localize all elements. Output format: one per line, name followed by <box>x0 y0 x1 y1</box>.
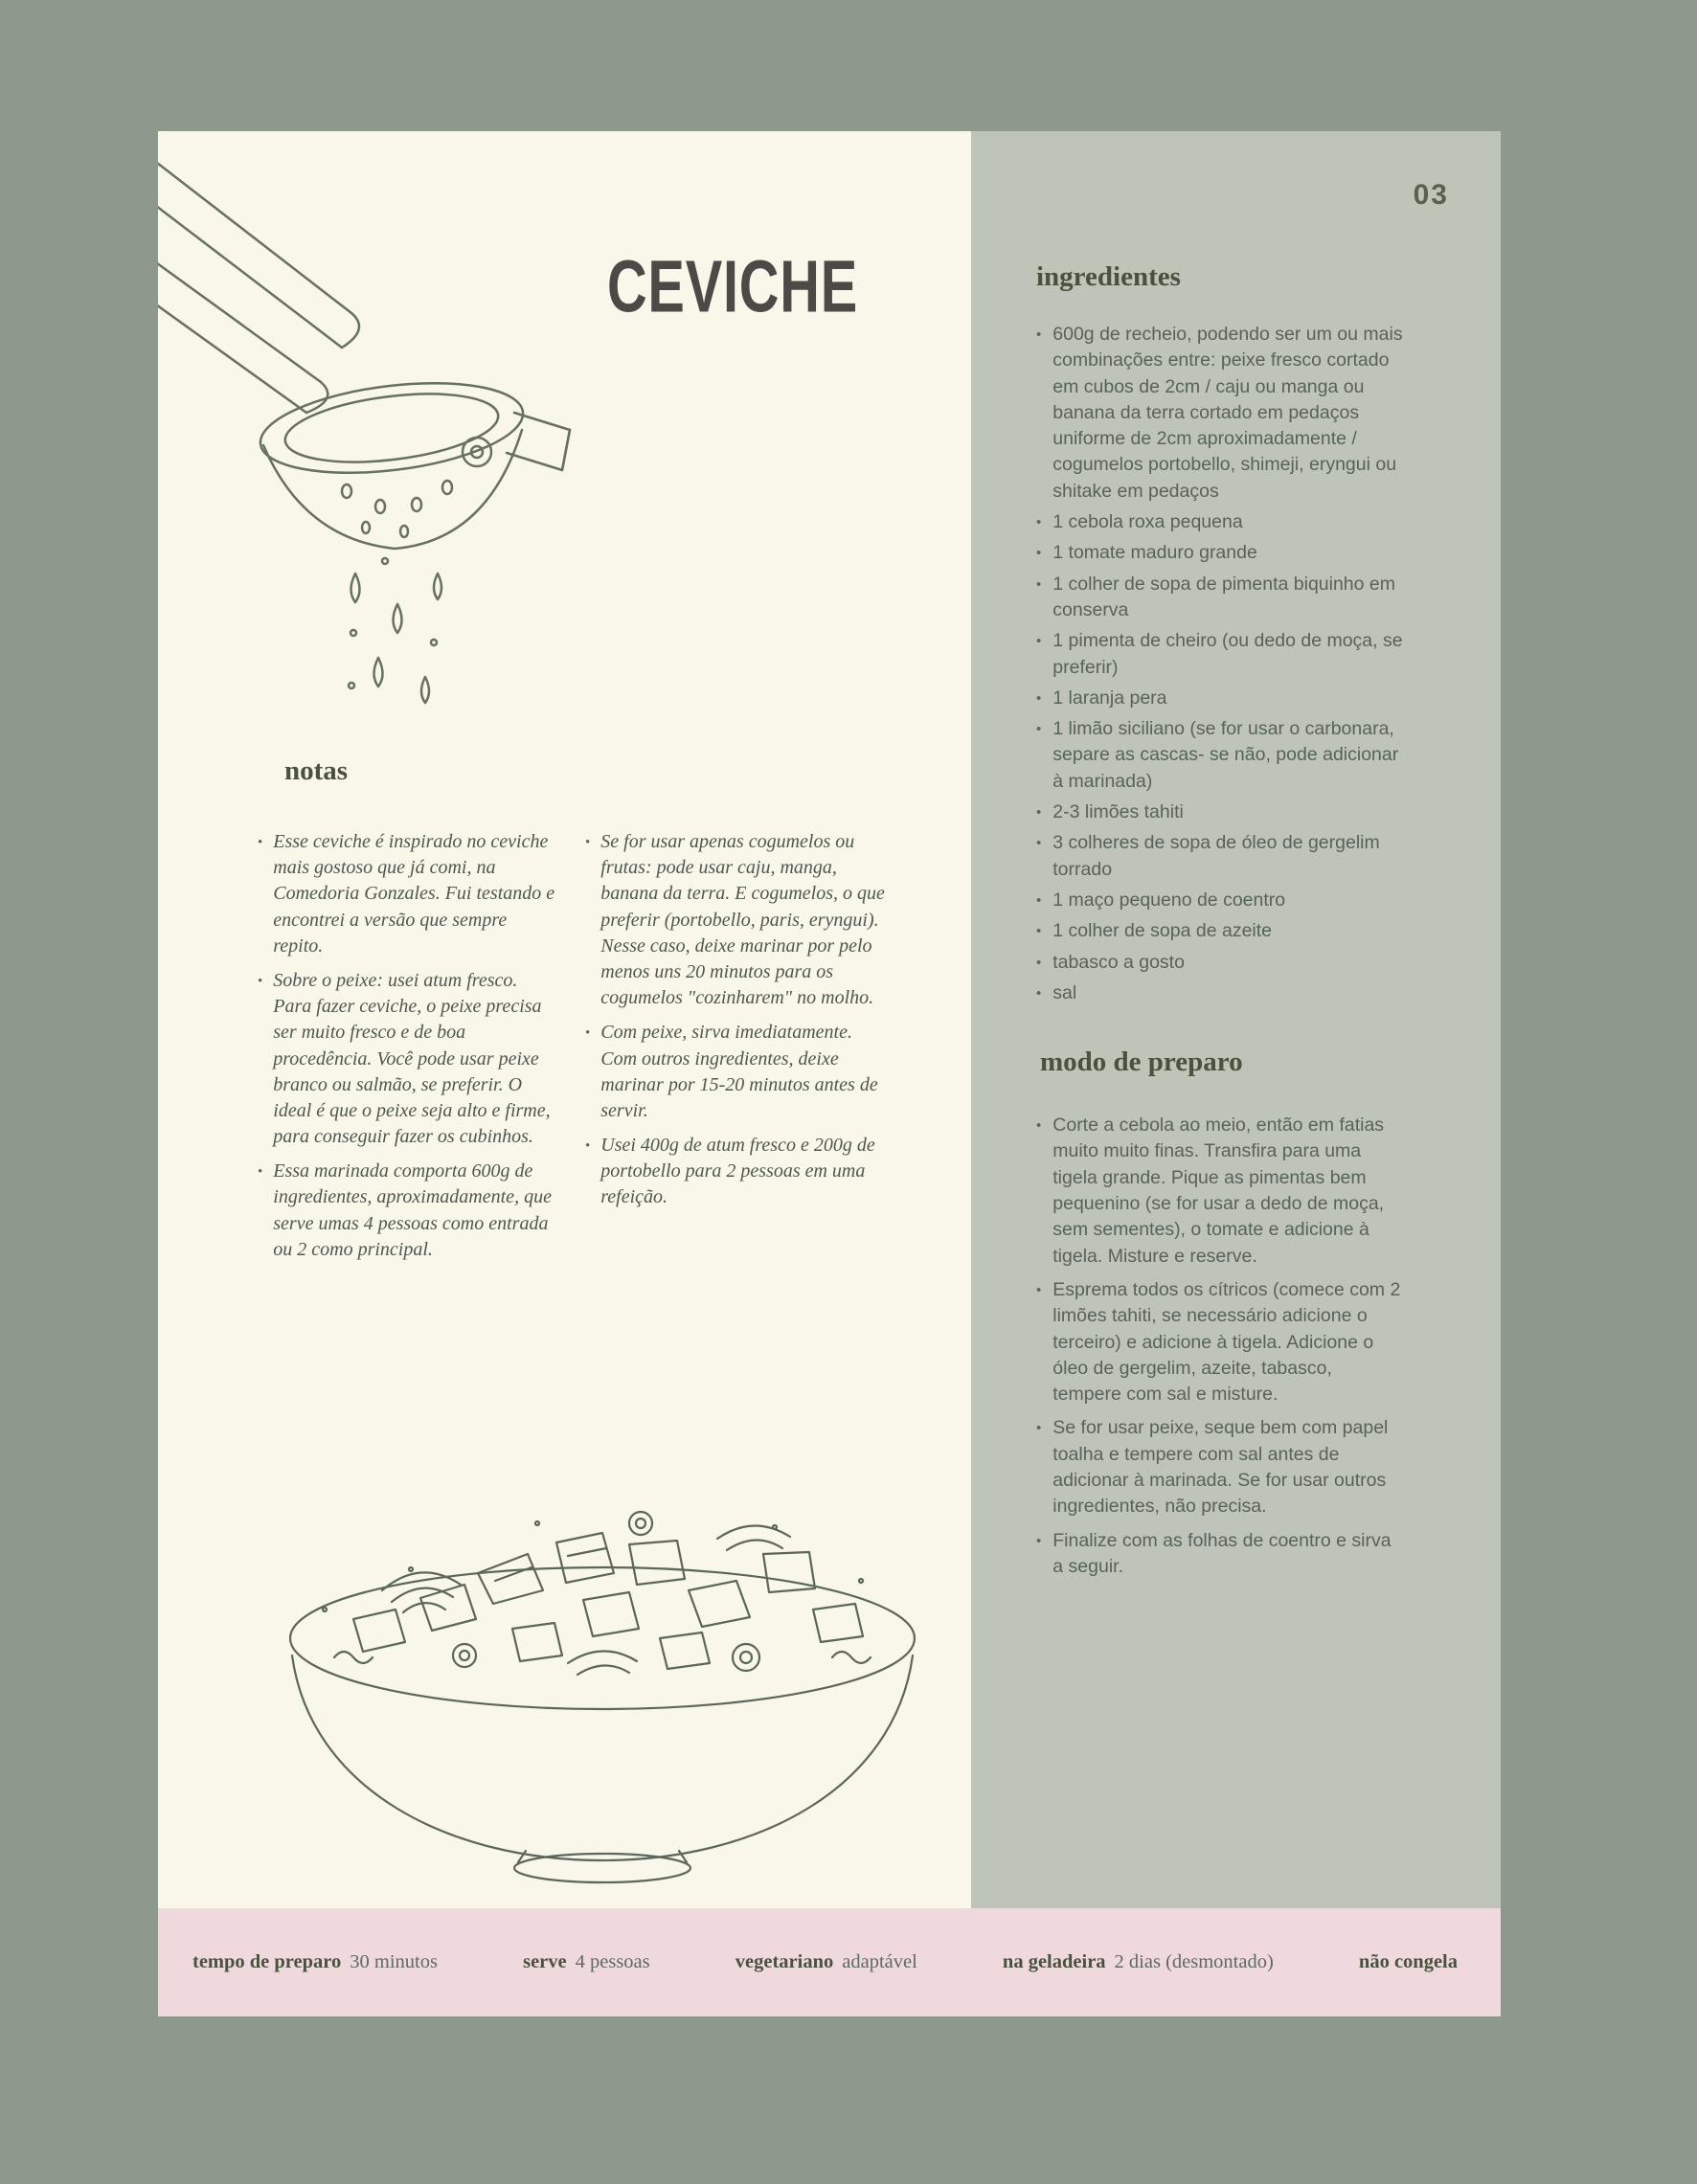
footer-meta-label: não congela <box>1358 1951 1458 1972</box>
ingredient-text: 1 maço pequeno de coentro <box>1052 889 1286 911</box>
ingredient-text: 3 colheres de sopa de óleo de gergelim torrado <box>1052 832 1380 880</box>
bullet-icon: • <box>585 835 591 850</box>
recipe-meta-footer <box>158 1908 1501 2016</box>
ingredient-text: 1 limão siciliano (se for usar o carbonara, separe as cascas- se não, pode adicionar à marinada) <box>1052 718 1399 792</box>
note-text: Sobre o peixe: usei atum fresco. Para fazer ceviche, o peixe precisa ser muito fresco e de boa procedência. Você pode usar peixe branco ou salmão, se preferir. O ideal é que o peixe seja alto e firme, para conseguir fazer os cubinhos. <box>273 969 551 1148</box>
ingredient-item <box>1036 799 1405 825</box>
ingredients-list <box>1036 322 1405 1006</box>
right-column <box>971 131 1501 1908</box>
preparation-step <box>1036 1277 1405 1407</box>
footer-meta-item <box>192 1951 438 1973</box>
bullet-icon: • <box>1036 1532 1042 1549</box>
ingredient-item <box>1036 980 1405 1006</box>
preparation-step <box>1036 1113 1405 1270</box>
footer-meta-value: 2 dias (desmontado) <box>1114 1951 1274 1972</box>
footer-meta-label: na geladeira <box>1002 1951 1106 1972</box>
footer-meta-item <box>1003 1951 1274 1973</box>
preparation-text: Esprema todos os cítricos (comece com 2 limões tahiti, se necessário adicione o terceiro) e adicione à tigela. Adicione o óleo de gergelim, azeite, tabasco, tempere com sal e misture. <box>1052 1278 1401 1406</box>
preparation-list <box>1036 1113 1405 1580</box>
ingredient-item <box>1036 918 1405 944</box>
bullet-icon: • <box>1036 1420 1042 1437</box>
ingredient-item <box>1036 950 1405 976</box>
ingredient-item <box>1036 888 1405 913</box>
ingredient-text: 600g de recheio, podendo ser um ou mais combinações entre: peixe fresco cortado em cubos de 2cm / caju ou manga ou banana da terra cortado em pedaços uniforme de 2cm aproximadamente / cogumelos portobello, shimeji, eryngui ou shitake em pedaços <box>1052 324 1403 502</box>
note-item <box>585 829 886 1011</box>
bullet-icon: • <box>258 835 263 850</box>
bullet-icon: • <box>1036 721 1042 738</box>
note-item <box>585 1133 886 1211</box>
ingredient-text: sal <box>1052 981 1077 1003</box>
ingredient-text: tabasco a gosto <box>1052 951 1185 973</box>
note-text: Com peixe, sirva imediatamente. Com outros ingredientes, deixe marinar por 15-20 minutos antes de servir. <box>600 1022 878 1121</box>
ingredient-text: 1 cebola roxa pequena <box>1052 511 1243 533</box>
bullet-icon: • <box>585 1138 591 1155</box>
footer-meta-value: 30 minutos <box>350 1951 438 1972</box>
bullet-icon: • <box>1036 923 1042 940</box>
note-item <box>258 968 558 1150</box>
note-text: Esse ceviche é inspirado no ceviche mais gostoso que já comi, na Comedoria Gonzales. Fui testando e encontrei a versão que sempre repito. <box>273 831 555 957</box>
footer-meta-item <box>1359 1951 1466 1973</box>
ingredient-text: 2-3 limões tahiti <box>1052 801 1184 823</box>
bullet-icon: • <box>1036 835 1042 852</box>
ingredient-item <box>1036 686 1405 711</box>
page-title: CEVICHE <box>606 245 859 328</box>
bullet-icon: • <box>1036 954 1042 971</box>
footer-meta-item <box>735 1951 917 1973</box>
preparation-step <box>1036 1528 1405 1581</box>
ingredient-item <box>1036 572 1405 624</box>
ingredient-item <box>1036 509 1405 535</box>
bullet-icon: • <box>258 1164 263 1181</box>
bullet-icon: • <box>1036 1117 1042 1135</box>
preparation-text: Corte a cebola ao meio, então em fatias muito muito finas. Transfira para uma tigela grande. Pique as pimentas bem pequenino (se for usar a dedo de moça, sem sementes), o tomate e adicione à tigela. Misture e reserve. <box>1052 1115 1385 1267</box>
footer-meta-label: tempo de preparo <box>192 1951 342 1972</box>
bullet-icon: • <box>1036 804 1042 822</box>
footer-meta-value: 4 pessoas <box>575 1951 650 1972</box>
recipe-sheet <box>158 131 1501 1908</box>
ingredient-text: 1 colher de sopa de pimenta biquinho em conserva <box>1052 573 1396 620</box>
ingredient-text: 1 laranja pera <box>1052 687 1167 709</box>
preparation-step <box>1036 1415 1405 1520</box>
preparation-text: Se for usar peixe, seque bem com papel toalha e tempere com sal antes de adicionar à marinada. Se for usar outros ingredientes, não precisa. <box>1052 1417 1389 1518</box>
note-item <box>258 829 558 959</box>
notes-column-1 <box>258 829 558 1263</box>
note-text: Se for usar apenas cogumelos ou frutas: pode usar caju, manga, banana da terra. E cogumelos, o que preferir (portobello, paris, eryngui). Nesse caso, deixe marinar por pelo menos uns 20 minutos para os cogumelos "cozinharem" no molho. <box>600 831 885 1009</box>
bullet-icon: • <box>1036 1281 1042 1298</box>
footer-meta-label: vegetariano <box>735 1951 834 1972</box>
ingredient-item <box>1036 716 1405 795</box>
footer-meta-label: serve <box>523 1951 567 1972</box>
ingredient-text: 1 tomate maduro grande <box>1052 542 1257 564</box>
ingredient-text: 1 colher de sopa de azeite <box>1052 920 1273 942</box>
bullet-icon: • <box>1036 984 1042 1002</box>
bullet-icon: • <box>1036 326 1042 343</box>
footer-meta-value: adaptável <box>842 1951 917 1972</box>
page-number: 03 <box>1413 179 1449 211</box>
note-text: Essa marinada comporta 600g de ingredientes, aproximadamente, que serve umas 4 pessoas como entrada ou 2 como principal. <box>273 1160 552 1260</box>
bullet-icon: • <box>1036 575 1042 593</box>
bullet-icon: • <box>1036 545 1042 562</box>
bullet-icon: • <box>1036 633 1042 650</box>
ingredients-header: ingredientes <box>1036 261 1181 292</box>
citrus-squeezer-illustration <box>158 131 596 719</box>
notes-section <box>258 755 886 1263</box>
bullet-icon: • <box>258 973 263 989</box>
ingredient-item <box>1036 830 1405 883</box>
ingredient-item <box>1036 540 1405 566</box>
preparation-text: Finalize com as folhas de coentro e sirva a seguir. <box>1052 1529 1392 1577</box>
ingredient-item <box>1036 322 1405 505</box>
note-text: Usei 400g de atum fresco e 200g de portobello para 2 pessoas em uma refeição. <box>600 1135 875 1208</box>
notes-header: notas <box>284 755 349 786</box>
notes-column-2 <box>585 829 886 1263</box>
left-column <box>158 131 971 1908</box>
bullet-icon: • <box>1036 891 1042 909</box>
note-item <box>585 1020 886 1124</box>
bullet-icon: • <box>1036 689 1042 707</box>
bullet-icon: • <box>585 1025 591 1042</box>
preparation-header: modo de preparo <box>1040 1047 1243 1078</box>
bullet-icon: • <box>1036 514 1042 531</box>
ingredient-item <box>1036 628 1405 681</box>
ingredient-text: 1 pimenta de cheiro (ou dedo de moça, se preferir) <box>1052 630 1403 678</box>
note-item <box>258 1159 558 1263</box>
notes-columns <box>258 829 886 1263</box>
footer-meta-item <box>523 1951 650 1973</box>
ceviche-bowl-illustration <box>238 1485 966 1906</box>
